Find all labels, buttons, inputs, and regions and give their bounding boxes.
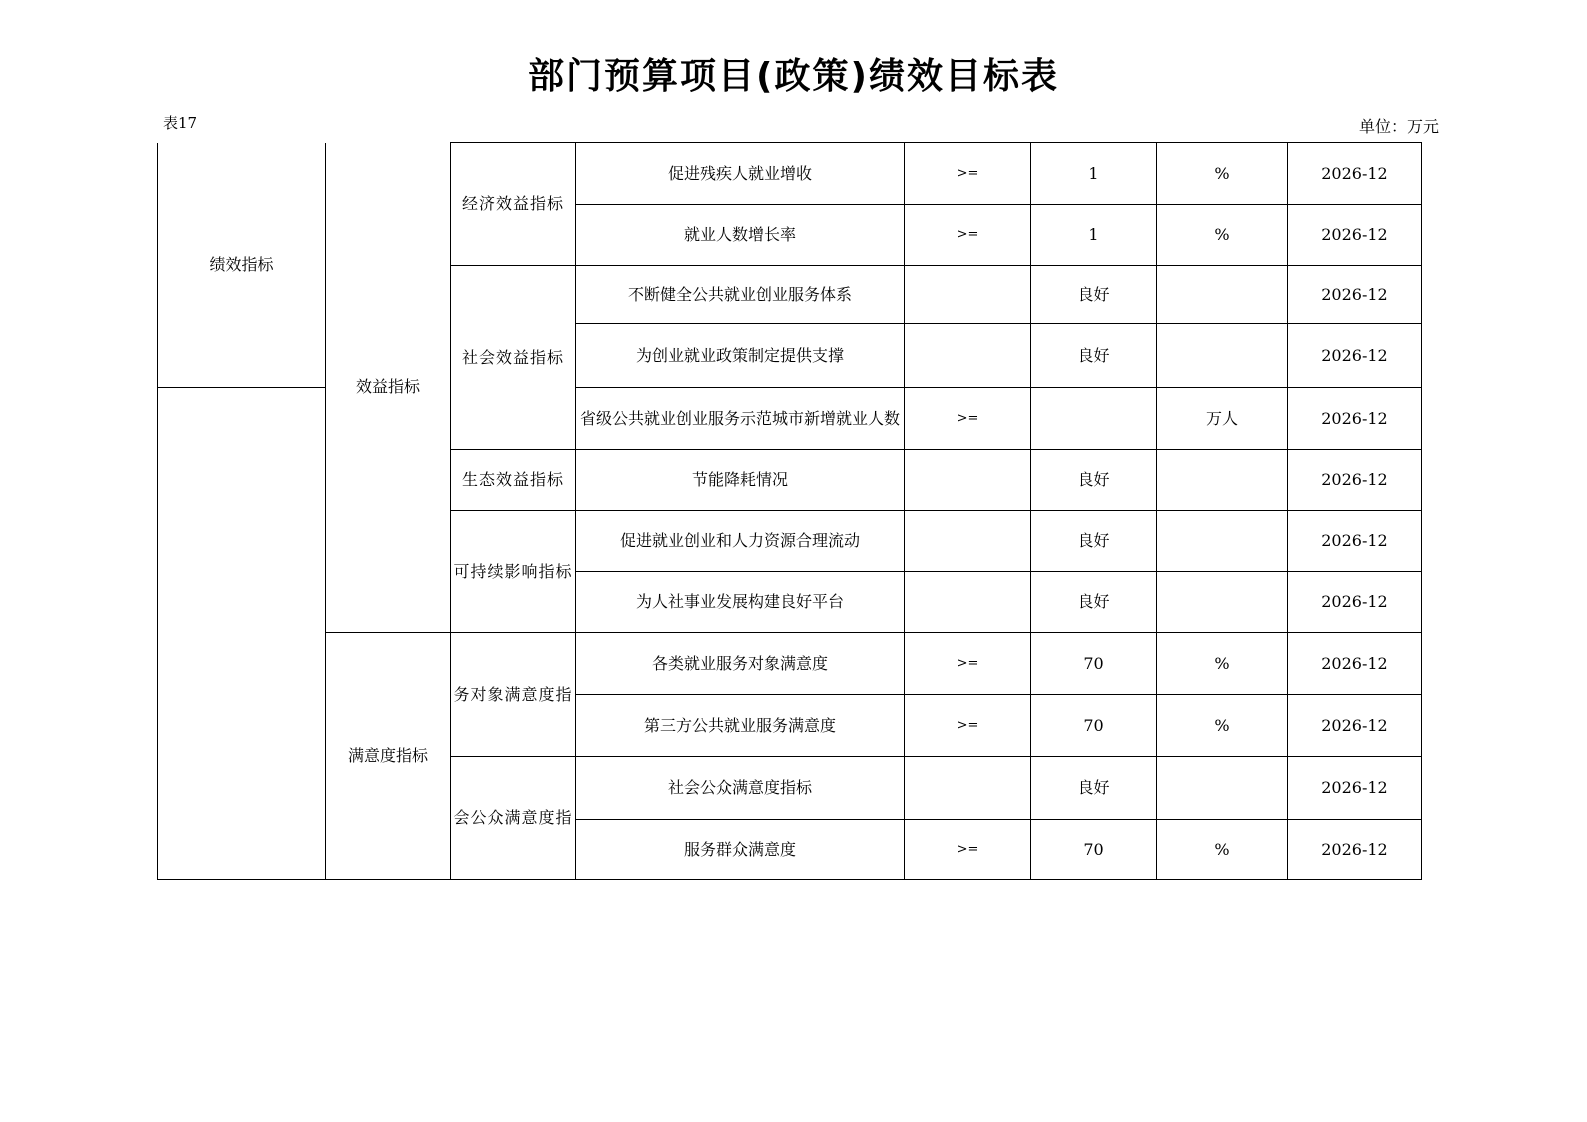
date-cell: 2026-12 xyxy=(1288,266,1422,324)
operator-cell: >= xyxy=(905,143,1031,205)
target-value-cell: 良好 xyxy=(1031,266,1157,324)
date-cell: 2026-12 xyxy=(1288,324,1422,388)
operator-cell xyxy=(905,757,1031,820)
unit-cell: 万人 xyxy=(1157,388,1288,450)
indicator-cell: 为创业就业政策制定提供支撑 xyxy=(576,324,905,388)
indicator-cell: 促进残疾人就业增收 xyxy=(576,143,905,205)
operator-cell xyxy=(905,450,1031,511)
unit-cell xyxy=(1157,757,1288,820)
target-value-cell: 良好 xyxy=(1031,511,1157,572)
unit-cell: % xyxy=(1157,143,1288,205)
unit-cell: % xyxy=(1157,633,1288,695)
target-value-cell: 良好 xyxy=(1031,450,1157,511)
date-cell: 2026-12 xyxy=(1288,205,1422,266)
indicator-cell: 各类就业服务对象满意度 xyxy=(576,633,905,695)
unit-cell: % xyxy=(1157,695,1288,757)
subgroup-sustainable-cell: 可持续影响指标 xyxy=(451,511,576,633)
indicator-cell: 省级公共就业创业服务示范城市新增就业人数 xyxy=(576,388,905,450)
indicator-cell: 就业人数增长率 xyxy=(576,205,905,266)
operator-cell: >= xyxy=(905,633,1031,695)
target-value-cell: 70 xyxy=(1031,695,1157,757)
date-cell: 2026-12 xyxy=(1288,388,1422,450)
page-title: 部门预算项目(政策)绩效目标表 xyxy=(528,56,1059,97)
operator-cell xyxy=(905,266,1031,324)
operator-cell xyxy=(905,511,1031,572)
target-value-cell: 良好 xyxy=(1031,324,1157,388)
subgroup-ecological-cell: 生态效益指标 xyxy=(451,450,576,511)
level1-continuation-cell xyxy=(158,388,326,880)
unit-cell: % xyxy=(1157,820,1288,880)
unit-cell xyxy=(1157,324,1288,388)
unit-cell xyxy=(1157,450,1288,511)
target-value-cell: 70 xyxy=(1031,820,1157,880)
indicator-cell: 社会公众满意度指标 xyxy=(576,757,905,820)
unit-cell xyxy=(1157,511,1288,572)
operator-cell xyxy=(905,324,1031,388)
operator-cell: >= xyxy=(905,388,1031,450)
target-value-cell: 1 xyxy=(1031,143,1157,205)
table-row xyxy=(158,633,1422,695)
indicator-cell: 服务群众满意度 xyxy=(576,820,905,880)
date-cell: 2026-12 xyxy=(1288,633,1422,695)
table-row xyxy=(158,143,1422,205)
subgroup-social-cell: 社会效益指标 xyxy=(451,266,576,450)
operator-cell xyxy=(905,572,1031,633)
date-cell: 2026-12 xyxy=(1288,143,1422,205)
unit-cell xyxy=(1157,572,1288,633)
date-cell: 2026-12 xyxy=(1288,757,1422,820)
target-value-cell xyxy=(1031,388,1157,450)
date-cell: 2026-12 xyxy=(1288,450,1422,511)
table-number: 表17 xyxy=(163,114,198,132)
indicator-cell: 促进就业创业和人力资源合理流动 xyxy=(576,511,905,572)
group-satisfaction-cell: 满意度指标 xyxy=(326,633,451,880)
indicator-cell: 为人社事业发展构建良好平台 xyxy=(576,572,905,633)
indicator-cell: 节能降耗情况 xyxy=(576,450,905,511)
operator-cell: >= xyxy=(905,205,1031,266)
subgroup-public-cell: 会公众满意度指 xyxy=(451,757,576,880)
subgroup-service-target-cell: 务对象满意度指 xyxy=(451,633,576,757)
target-value-cell: 良好 xyxy=(1031,757,1157,820)
date-cell: 2026-12 xyxy=(1288,695,1422,757)
date-cell: 2026-12 xyxy=(1288,511,1422,572)
operator-cell: >= xyxy=(905,820,1031,880)
target-value-cell: 良好 xyxy=(1031,572,1157,633)
subgroup-economic-cell: 经济效益指标 xyxy=(451,143,576,266)
performance-target-table xyxy=(157,142,1422,880)
unit-cell xyxy=(1157,266,1288,324)
level1-cell: 绩效指标 xyxy=(158,143,326,388)
unit-cell: % xyxy=(1157,205,1288,266)
indicator-cell: 不断健全公共就业创业服务体系 xyxy=(576,266,905,324)
date-cell: 2026-12 xyxy=(1288,572,1422,633)
target-value-cell: 70 xyxy=(1031,633,1157,695)
operator-cell: >= xyxy=(905,695,1031,757)
date-cell: 2026-12 xyxy=(1288,820,1422,880)
indicator-cell: 第三方公共就业服务满意度 xyxy=(576,695,905,757)
target-value-cell: 1 xyxy=(1031,205,1157,266)
group-benefit-cell: 效益指标 xyxy=(326,143,451,633)
unit-label: 单位：万元 xyxy=(1358,117,1439,136)
